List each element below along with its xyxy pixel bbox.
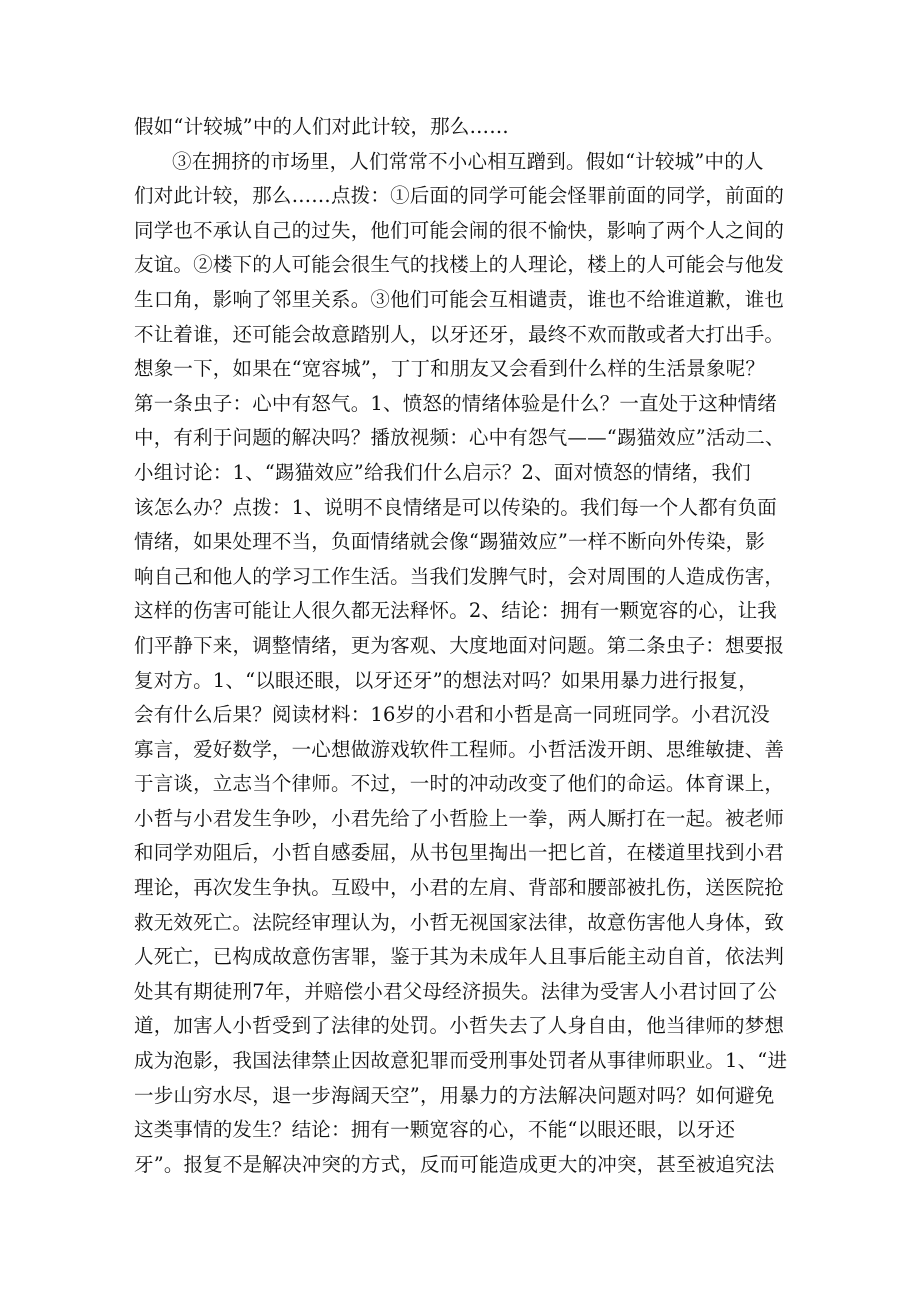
text-line: 小组讨论：1、“踢猫效应”给我们什么启示？2、面对愤怒的情绪，我们	[134, 460, 751, 484]
text-line: 这类事情的发生？结论：拥有一颗宽容的心，不能“以眼还眼，以牙还	[134, 1118, 736, 1142]
text-line: 不让着谁，还可能会故意踏别人，以牙还牙，最终不欢而散或者大打出手。	[134, 322, 785, 346]
text-line: 们对此计较，那么……点拨：①后面的同学可能会怪罪前面的同学，前面的	[134, 184, 785, 208]
text-line: 中，有利于问题的解决吗？播放视频：心中有怨气——“踢猫效应”活动二、	[134, 426, 785, 450]
text-line: 想象一下，如果在“宽容城”，丁丁和朋友又会看到什么样的生活景象呢？	[134, 357, 766, 381]
text-line: 成为泡影，我国法律禁止因故意犯罪而受刑事处罚者从事律师职业。1、“进	[134, 1049, 788, 1073]
paragraph-start-line: ③在拥挤的市场里，人们常常不小心相互蹭到。假如“计较城”中的人	[172, 149, 764, 173]
text-line: 牙”。报复不是解决冲突的方式，反而可能造成更大的冲突，甚至被追究法	[134, 1152, 775, 1176]
text-line: 假如“计较城”中的人们对此计较，那么……	[134, 115, 509, 138]
text-line: 救无效死亡。法院经审理认为，小哲无视国家法律，故意伤害他人身体，致	[134, 910, 785, 934]
text-line: 人死亡，已构成故意伤害罪，鉴于其为未成年人且事后能主动自首，依法判	[134, 945, 785, 969]
text-line: 们平静下来，调整情绪，更为客观、大度地面对问题。第二条虫子：想要报	[134, 633, 785, 657]
text-line: 第一条虫子：心中有怒气。1、愤怒的情绪体验是什么？一直处于这种情绪	[134, 391, 778, 415]
text-line: 寡言，爱好数学，一心想做游戏软件工程师。小哲活泼开朗、思维敏捷、善	[134, 737, 785, 761]
text-line: 道，加害人小哲受到了法律的处罚。小哲失去了人身自由，他当律师的梦想	[134, 1014, 785, 1038]
text-line: 友谊。②楼下的人可能会很生气的找楼上的人理论，楼上的人可能会与他发	[134, 253, 785, 277]
text-line: 该怎么办？点拨：1、说明不良情绪是可以传染的。我们每一个人都有负面	[134, 495, 778, 519]
text-line: 这样的伤害可能让人很久都无法释怀。2、结论：拥有一颗宽容的心，让我	[134, 599, 778, 623]
text-line: 小哲与小君发生争吵，小君先给了小哲脸上一拳，两人厮打在一起。被老师	[134, 806, 785, 830]
text-line: 情绪，如果处理不当，负面情绪就会像“踢猫效应”一样不断向外传染，影	[134, 530, 766, 554]
text-line: 生口角，影响了邻里关系。③他们可能会互相谴责，谁也不给谁道歉，谁也	[134, 287, 785, 311]
text-line: 于言谈，立志当个律师。不过，一时的冲动改变了他们的命运。体育课上，	[134, 772, 785, 796]
text-line: 处其有期徒刑7年，并赔偿小君父母经济损失。法律为受害人小君讨回了公	[134, 979, 778, 1003]
text-line: 一步山穷水尽，退一步海阔天空”，用暴力的方法解决问题对吗？如何避免	[134, 1083, 775, 1107]
text-line: 复对方。1、“以眼还眼，以牙还牙”的想法对吗？如果用暴力进行报复，	[134, 668, 758, 692]
text-line: 响自己和他人的学习工作生活。当我们发脾气时，会对周围的人造成伤害，	[134, 564, 785, 588]
text-line: 和同学劝阻后，小哲自感委屈，从书包里掏出一把匕首，在楼道里找到小君	[134, 841, 785, 865]
text-line: 会有什么后果？阅读材料：16岁的小君和小哲是高一同班同学。小君沉没	[134, 703, 770, 727]
document-body	[134, 110, 794, 1182]
text-line: 理论，再次发生争执。互殴中，小君的左肩、背部和腰部被扎伤，送医院抢	[134, 876, 785, 900]
text-line: 同学也不承认自己的过失，他们可能会闹的很不愉快，影响了两个人之间的	[134, 218, 785, 242]
